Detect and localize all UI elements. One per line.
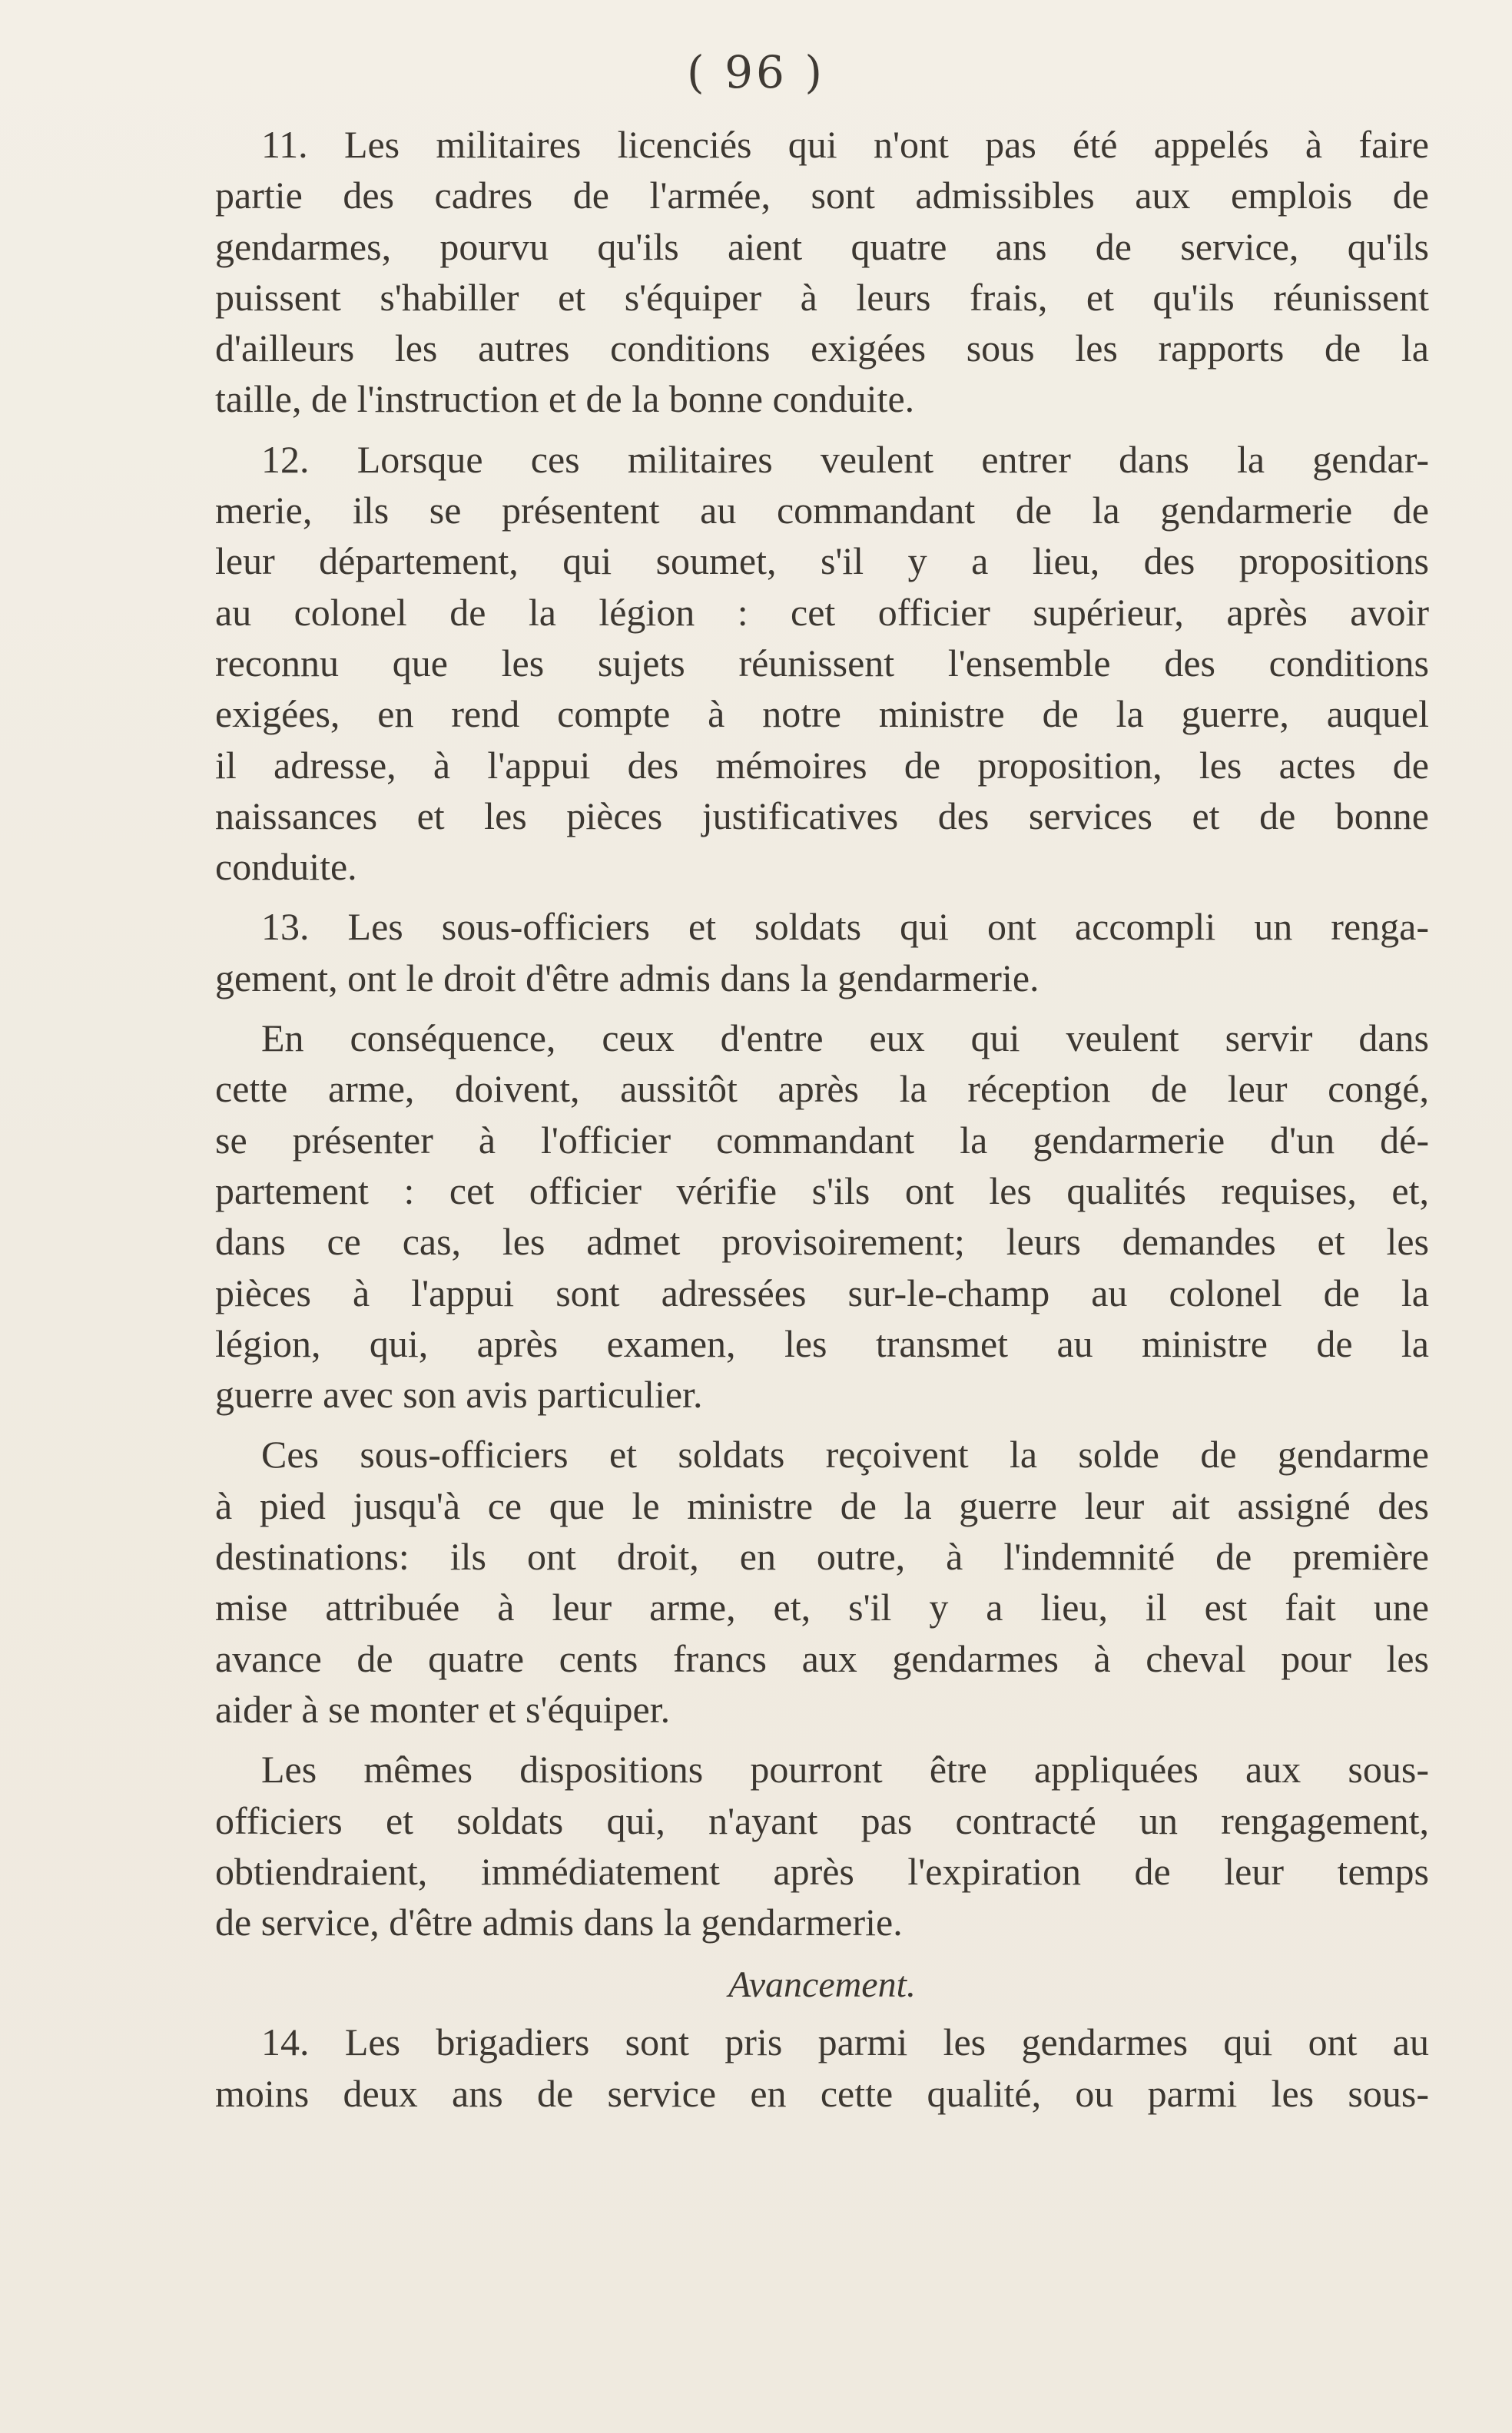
text-line: 14. Les brigadiers sont pris parmi les gendarmes qui ont au	[261, 2020, 1429, 2064]
text-line: de service, d'être admis dans la gendarmerie.	[215, 1901, 903, 1944]
text-line: 11. Les militaires licenciés qui n'ont pas été appelés à faire	[261, 123, 1429, 166]
page-number: ( 96 )	[687, 46, 825, 98]
text-line: gement, ont le droit d'être admis dans la gendarmerie.	[215, 956, 1040, 999]
text-line: merie, ils se présentent au commandant de la gendarmerie de	[215, 489, 1429, 532]
text-line: partie des cadres de l'armée, sont admissibles aux emplois de	[215, 174, 1429, 217]
text-line: au colonel de la légion : cet officier supérieur, après avoir	[215, 590, 1429, 634]
text-line: officiers et soldats qui, n'ayant pas contracté un rengagement,	[215, 1798, 1429, 1842]
text-line: d'ailleurs les autres conditions exigées sous les rapports de la	[215, 326, 1429, 370]
text-line: dans ce cas, les admet provisoirement; leurs demandes et les	[215, 1220, 1429, 1264]
text-line: avance de quatre cents francs aux gendarmes à cheval pour les	[215, 1636, 1429, 1680]
text-line: aider à se monter et s'équiper.	[215, 1687, 671, 1731]
text-line: En conséquence, ceux d'entre eux qui veulent servir dans	[261, 1016, 1429, 1060]
article-12-paragraph	[215, 434, 1429, 893]
text-line: partement : cet officier vérifie s'ils ont les qualités requises, et,	[215, 1168, 1429, 1212]
article-11-paragraph	[215, 119, 1429, 425]
article-14-paragraph	[215, 2017, 1429, 2119]
text-line: leur département, qui soumet, s'il y a lieu, des propositions	[215, 539, 1429, 583]
text-line: exigées, en rend compte à notre ministre de la guerre, auquel	[215, 692, 1429, 736]
text-line: conduite.	[215, 845, 357, 889]
text-line: se présenter à l'officier commandant la gendarmerie d'un dé-	[215, 1118, 1429, 1162]
text-line: pièces à l'appui sont adressées sur-le-champ au colonel de la	[215, 1271, 1429, 1314]
section-heading: Avancement.	[728, 1964, 916, 2006]
text-line: Ces sous-officiers et soldats reçoivent la solde de gendarme	[261, 1433, 1429, 1477]
text-line: obtiendraient, immédiatement après l'expiration de leur temps	[215, 1849, 1429, 1893]
text-line: 13. Les sous-officiers et soldats qui ont accompli un renga-	[261, 905, 1429, 949]
dispositions-paragraph	[215, 1744, 1429, 1947]
text-line: naissances et les pièces justificatives des services et de bonne	[215, 794, 1429, 837]
pay-paragraph	[215, 1429, 1429, 1735]
article-13-paragraph	[215, 901, 1429, 1003]
text-line: puissent s'habiller et s'équiper à leurs frais, et qu'ils réunissent	[215, 275, 1429, 319]
text-line: il adresse, à l'appui des mémoires de proposition, les actes de	[215, 743, 1429, 787]
text-body	[215, 119, 1429, 2119]
text-line: mise attribuée à leur arme, et, s'il y a lieu, il est fait une	[215, 1586, 1429, 1629]
text-line: cette arme, doivent, aussitôt après la réception de leur congé,	[215, 1067, 1429, 1111]
text-line: taille, de l'instruction et de la bonne conduite.	[215, 377, 915, 421]
text-line: à pied jusqu'à ce que le ministre de la guerre leur ait assigné des	[215, 1483, 1429, 1527]
text-line: destinations: ils ont droit, en outre, à l'indemnité de première	[215, 1535, 1429, 1579]
text-line: Les mêmes dispositions pourront être appliquées aux sous-	[261, 1748, 1429, 1792]
consequence-paragraph	[215, 1013, 1429, 1420]
text-line: gendarmes, pourvu qu'ils aient quatre ans de service, qu'ils	[215, 224, 1429, 268]
text-line: reconnu que les sujets réunissent l'ensemble des conditions	[215, 641, 1429, 684]
text-line: légion, qui, après examen, les transmet au ministre de la	[215, 1321, 1429, 1365]
text-line: moins deux ans de service en cette qualité, ou parmi les sous-	[215, 2071, 1429, 2115]
text-line: 12. Lorsque ces militaires veulent entrer dans la gendar-	[261, 437, 1429, 481]
text-line: guerre avec son avis particulier.	[215, 1373, 703, 1417]
